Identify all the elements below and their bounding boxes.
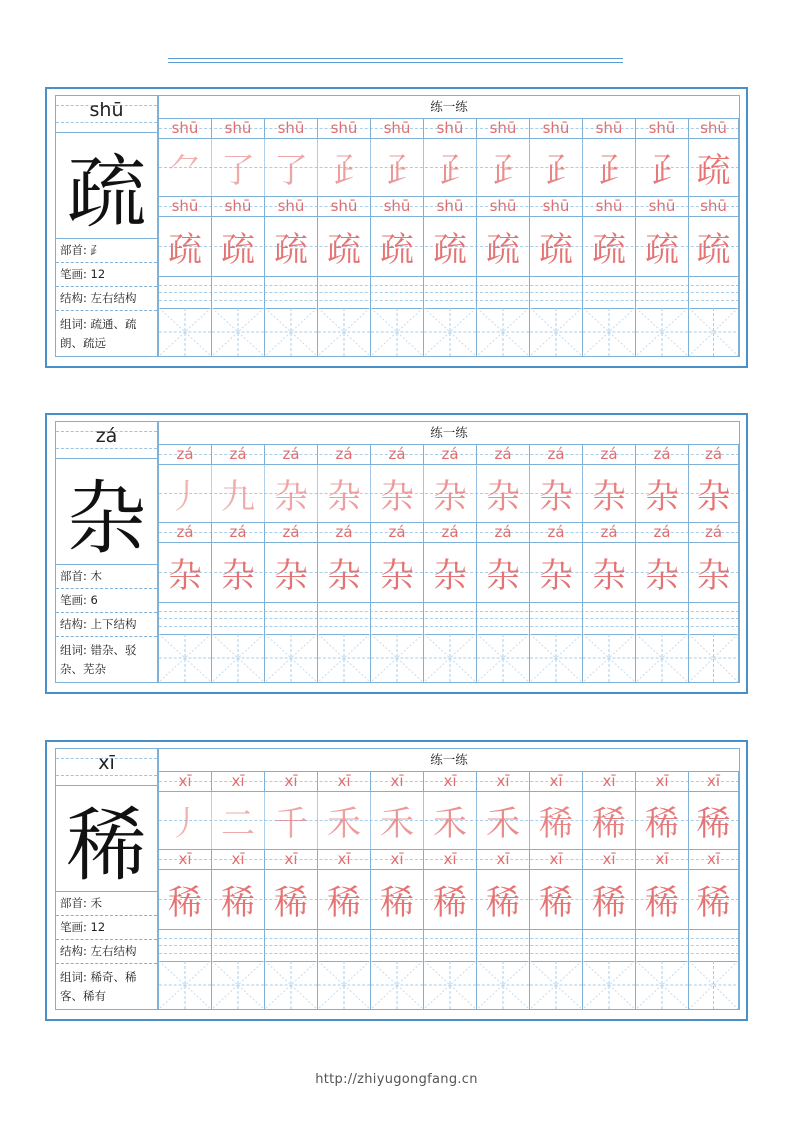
stroke-count-text: 笔画: 12	[56, 262, 157, 285]
trace-character-cell: 杂	[530, 542, 583, 602]
stroke-pinyin-cell: xī	[636, 771, 689, 791]
trace-character-cell: 疏	[371, 216, 424, 276]
stroke-order-cell: 禾	[318, 791, 371, 849]
character-info-panel	[55, 421, 158, 683]
trace-character-cell: 杂	[371, 542, 424, 602]
stroke-order-cell: 丿	[159, 791, 212, 849]
trace-pinyin-cell: zá	[477, 522, 530, 542]
stroke-order-cell: 杂	[583, 464, 636, 522]
writing-box[interactable]	[318, 634, 371, 682]
stroke-order-cell: ⺈	[159, 138, 212, 196]
main-character: 疏	[66, 145, 147, 239]
stroke-pinyin-cell: xī	[265, 771, 318, 791]
trace-pinyin-cell: shū	[212, 196, 265, 216]
stroke-order-cell: 杂	[636, 464, 689, 522]
trace-character-cell: 杂	[424, 542, 477, 602]
trace-pinyin-cell: zá	[636, 522, 689, 542]
writing-box[interactable]	[689, 634, 739, 682]
trace-character-cell: 疏	[265, 216, 318, 276]
writing-box[interactable]	[212, 308, 265, 356]
trace-pinyin-cell: shū	[477, 196, 530, 216]
trace-character-cell: 稀	[371, 869, 424, 929]
trace-pinyin-cell: zá	[583, 522, 636, 542]
trace-pinyin-cell: zá	[371, 522, 424, 542]
stroke-order-cell: 𤴔	[477, 138, 530, 196]
trace-character-cell: 杂	[583, 542, 636, 602]
blank-pinyin-cell[interactable]	[212, 276, 265, 308]
trace-character-cell: 稀	[689, 869, 739, 929]
trace-pinyin-cell: zá	[265, 522, 318, 542]
blank-pinyin-cell[interactable]	[159, 276, 212, 308]
blank-pinyin-cell[interactable]	[318, 276, 371, 308]
stroke-pinyin-cell: shū	[530, 118, 583, 138]
practice-header: 练一练	[159, 422, 739, 445]
writing-box[interactable]	[530, 634, 583, 682]
top-double-rule	[168, 58, 623, 63]
blank-pinyin-cell[interactable]	[689, 929, 739, 961]
stroke-order-cell: 禾	[424, 791, 477, 849]
trace-character-cell: 疏	[636, 216, 689, 276]
trace-pinyin-cell: shū	[371, 196, 424, 216]
stroke-order-cell: 疏	[689, 138, 739, 196]
writing-box[interactable]	[159, 961, 212, 1009]
trace-character-cell: 稀	[265, 869, 318, 929]
structure-text: 结构: 左右结构	[56, 939, 157, 962]
writing-box[interactable]	[212, 634, 265, 682]
word-examples	[56, 636, 157, 682]
stroke-pinyin-cell: zá	[583, 444, 636, 464]
trace-character-cell: 疏	[530, 216, 583, 276]
stroke-pinyin-cell: xī	[212, 771, 265, 791]
word-examples-line1: 组词: 疏通、疏	[60, 317, 137, 331]
blank-pinyin-cell[interactable]	[583, 276, 636, 308]
trace-character-cell: 稀	[424, 869, 477, 929]
stroke-pinyin-cell: zá	[636, 444, 689, 464]
writing-box[interactable]	[477, 308, 530, 356]
structure-text: 结构: 上下结构	[56, 612, 157, 635]
trace-pinyin-cell: zá	[212, 522, 265, 542]
trace-pinyin-cell: xī	[159, 849, 212, 869]
writing-box[interactable]	[477, 634, 530, 682]
word-examples	[56, 963, 157, 1009]
blank-pinyin-cell[interactable]	[530, 929, 583, 961]
writing-box[interactable]	[159, 634, 212, 682]
stroke-order-cell: 杂	[371, 464, 424, 522]
trace-pinyin-cell: shū	[159, 196, 212, 216]
stroke-order-cell: 稀	[689, 791, 739, 849]
trace-character-cell: 稀	[159, 869, 212, 929]
trace-pinyin-cell: shū	[530, 196, 583, 216]
stroke-pinyin-cell: shū	[371, 118, 424, 138]
trace-character-cell: 疏	[477, 216, 530, 276]
trace-pinyin-cell: zá	[424, 522, 477, 542]
structure-text: 结构: 左右结构	[56, 286, 157, 309]
writing-box[interactable]	[689, 308, 739, 356]
blank-pinyin-cell[interactable]	[477, 929, 530, 961]
blank-pinyin-cell[interactable]	[212, 602, 265, 634]
trace-pinyin-cell: xī	[477, 849, 530, 869]
word-examples-line2: 杂、芜杂	[60, 662, 106, 676]
writing-box[interactable]	[371, 961, 424, 1009]
word-examples-line2: 客、稀有	[60, 989, 106, 1003]
stroke-order-cell: 杂	[477, 464, 530, 522]
stroke-order-cell: 𤴔	[424, 138, 477, 196]
trace-character-cell: 疏	[583, 216, 636, 276]
trace-pinyin-cell: shū	[583, 196, 636, 216]
stroke-pinyin-cell: zá	[212, 444, 265, 464]
stroke-order-cell: 杂	[689, 464, 739, 522]
practice-grid	[158, 421, 740, 683]
stroke-order-cell: 丿	[159, 464, 212, 522]
stroke-pinyin-cell: shū	[636, 118, 689, 138]
writing-box[interactable]	[530, 308, 583, 356]
stroke-order-cell: 𤴔	[318, 138, 371, 196]
trace-character-cell: 疏	[159, 216, 212, 276]
blank-pinyin-cell[interactable]	[583, 602, 636, 634]
blank-pinyin-cell[interactable]	[636, 276, 689, 308]
stroke-order-cell: 杂	[318, 464, 371, 522]
character-pinyin: xī	[98, 752, 115, 774]
practice-header: 练一练	[159, 96, 739, 119]
writing-box[interactable]	[583, 634, 636, 682]
trace-character-cell: 疏	[689, 216, 739, 276]
writing-box[interactable]	[159, 308, 212, 356]
character-info-panel	[55, 95, 158, 357]
writing-box[interactable]	[477, 961, 530, 1009]
writing-box[interactable]	[265, 308, 318, 356]
stroke-order-cell: 杂	[424, 464, 477, 522]
word-examples	[56, 310, 157, 356]
stroke-order-cell: 九	[212, 464, 265, 522]
trace-character-cell: 疏	[424, 216, 477, 276]
trace-character-cell: 杂	[159, 542, 212, 602]
writing-box[interactable]	[583, 961, 636, 1009]
radical-text: 部首: 禾	[56, 891, 157, 914]
radical-text: 部首: 木	[56, 564, 157, 587]
character-card	[45, 740, 748, 1021]
stroke-count-text: 笔画: 12	[56, 915, 157, 938]
writing-box[interactable]	[636, 961, 689, 1009]
stroke-pinyin-cell: shū	[583, 118, 636, 138]
stroke-order-cell: 禾	[371, 791, 424, 849]
trace-pinyin-cell: zá	[689, 522, 739, 542]
blank-pinyin-cell[interactable]	[689, 276, 739, 308]
stroke-pinyin-cell: zá	[424, 444, 477, 464]
stroke-pinyin-cell: zá	[318, 444, 371, 464]
blank-pinyin-cell[interactable]	[530, 276, 583, 308]
stroke-pinyin-cell: zá	[477, 444, 530, 464]
trace-pinyin-cell: zá	[318, 522, 371, 542]
stroke-order-cell: 禾	[477, 791, 530, 849]
trace-pinyin-cell: xī	[530, 849, 583, 869]
radical-text: 部首: ⺪	[56, 238, 157, 261]
stroke-pinyin-cell: shū	[689, 118, 739, 138]
trace-pinyin-cell: xī	[212, 849, 265, 869]
writing-box[interactable]	[424, 634, 477, 682]
stroke-pinyin-cell: zá	[159, 444, 212, 464]
blank-pinyin-cell[interactable]	[159, 929, 212, 961]
trace-pinyin-cell: xī	[636, 849, 689, 869]
character-pinyin: shū	[89, 99, 124, 121]
trace-character-cell: 杂	[318, 542, 371, 602]
trace-character-cell: 稀	[583, 869, 636, 929]
trace-character-cell: 稀	[212, 869, 265, 929]
blank-pinyin-cell[interactable]	[689, 602, 739, 634]
word-examples-line2: 朗、疏远	[60, 336, 106, 350]
writing-box[interactable]	[371, 308, 424, 356]
stroke-order-cell: 稀	[530, 791, 583, 849]
trace-character-cell: 杂	[689, 542, 739, 602]
stroke-pinyin-cell: xī	[689, 771, 739, 791]
stroke-pinyin-cell: zá	[265, 444, 318, 464]
stroke-pinyin-cell: zá	[530, 444, 583, 464]
trace-pinyin-cell: shū	[636, 196, 689, 216]
character-card	[45, 413, 748, 694]
character-card	[45, 87, 748, 368]
blank-pinyin-cell[interactable]	[212, 929, 265, 961]
trace-pinyin-cell: xī	[689, 849, 739, 869]
stroke-order-cell: 杂	[530, 464, 583, 522]
blank-pinyin-cell[interactable]	[424, 276, 477, 308]
stroke-order-cell: 杂	[265, 464, 318, 522]
blank-pinyin-cell[interactable]	[371, 602, 424, 634]
blank-pinyin-cell[interactable]	[318, 929, 371, 961]
writing-box[interactable]	[265, 634, 318, 682]
character-pinyin: zá	[95, 425, 118, 447]
stroke-order-cell: 𤴔	[583, 138, 636, 196]
stroke-order-cell: 𤴔	[636, 138, 689, 196]
blank-pinyin-cell[interactable]	[265, 276, 318, 308]
blank-pinyin-cell[interactable]	[530, 602, 583, 634]
writing-box[interactable]	[318, 308, 371, 356]
stroke-order-cell: 𤴔	[530, 138, 583, 196]
footer-url: http://zhiyugongfang.cn	[315, 1072, 478, 1087]
writing-box[interactable]	[424, 308, 477, 356]
blank-pinyin-cell[interactable]	[371, 929, 424, 961]
blank-pinyin-cell[interactable]	[318, 602, 371, 634]
stroke-order-cell: 稀	[636, 791, 689, 849]
writing-box[interactable]	[636, 634, 689, 682]
stroke-order-cell: 了	[265, 138, 318, 196]
blank-pinyin-cell[interactable]	[636, 929, 689, 961]
trace-pinyin-cell: zá	[159, 522, 212, 542]
trace-pinyin-cell: xī	[265, 849, 318, 869]
trace-character-cell: 稀	[530, 869, 583, 929]
writing-box[interactable]	[689, 961, 739, 1009]
stroke-pinyin-cell: shū	[477, 118, 530, 138]
blank-pinyin-cell[interactable]	[636, 602, 689, 634]
stroke-pinyin-cell: shū	[159, 118, 212, 138]
writing-box[interactable]	[371, 634, 424, 682]
stroke-pinyin-cell: xī	[159, 771, 212, 791]
stroke-pinyin-cell: xī	[318, 771, 371, 791]
stroke-pinyin-cell: shū	[212, 118, 265, 138]
trace-pinyin-cell: zá	[530, 522, 583, 542]
stroke-pinyin-cell: xī	[424, 771, 477, 791]
trace-character-cell: 稀	[636, 869, 689, 929]
trace-pinyin-cell: xī	[371, 849, 424, 869]
blank-pinyin-cell[interactable]	[265, 929, 318, 961]
stroke-pinyin-cell: xī	[583, 771, 636, 791]
character-info-panel	[55, 748, 158, 1010]
trace-character-cell: 杂	[265, 542, 318, 602]
stroke-pinyin-cell: shū	[318, 118, 371, 138]
trace-pinyin-cell: shū	[318, 196, 371, 216]
stroke-pinyin-cell: xī	[530, 771, 583, 791]
stroke-pinyin-cell: xī	[371, 771, 424, 791]
writing-box[interactable]	[424, 961, 477, 1009]
word-examples-line1: 组词: 稀奇、稀	[60, 970, 137, 984]
stroke-order-cell: 了	[212, 138, 265, 196]
writing-box[interactable]	[212, 961, 265, 1009]
blank-pinyin-cell[interactable]	[371, 276, 424, 308]
stroke-order-cell: 千	[265, 791, 318, 849]
practice-grid	[158, 95, 740, 357]
blank-pinyin-cell[interactable]	[424, 929, 477, 961]
trace-pinyin-cell: shū	[689, 196, 739, 216]
stroke-pinyin-cell: zá	[371, 444, 424, 464]
main-character: 稀	[66, 798, 147, 892]
stroke-pinyin-cell: shū	[265, 118, 318, 138]
trace-character-cell: 杂	[636, 542, 689, 602]
stroke-pinyin-cell: zá	[689, 444, 739, 464]
writing-box[interactable]	[318, 961, 371, 1009]
trace-pinyin-cell: shū	[265, 196, 318, 216]
blank-pinyin-cell[interactable]	[159, 602, 212, 634]
stroke-order-cell: 二	[212, 791, 265, 849]
trace-character-cell: 稀	[318, 869, 371, 929]
writing-box[interactable]	[636, 308, 689, 356]
writing-box[interactable]	[530, 961, 583, 1009]
blank-pinyin-cell[interactable]	[265, 602, 318, 634]
blank-pinyin-cell[interactable]	[477, 602, 530, 634]
stroke-order-cell: 𤴔	[371, 138, 424, 196]
writing-box[interactable]	[583, 308, 636, 356]
blank-pinyin-cell[interactable]	[583, 929, 636, 961]
trace-character-cell: 杂	[477, 542, 530, 602]
practice-grid	[158, 748, 740, 1010]
trace-character-cell: 稀	[477, 869, 530, 929]
practice-header: 练一练	[159, 749, 739, 772]
blank-pinyin-cell[interactable]	[477, 276, 530, 308]
trace-pinyin-cell: xī	[318, 849, 371, 869]
main-character: 杂	[66, 471, 147, 565]
stroke-pinyin-cell: xī	[477, 771, 530, 791]
trace-character-cell: 疏	[318, 216, 371, 276]
trace-pinyin-cell: shū	[424, 196, 477, 216]
blank-pinyin-cell[interactable]	[424, 602, 477, 634]
trace-pinyin-cell: xī	[424, 849, 477, 869]
stroke-pinyin-cell: shū	[424, 118, 477, 138]
word-examples-line1: 组词: 错杂、驳	[60, 643, 137, 657]
trace-pinyin-cell: xī	[583, 849, 636, 869]
trace-character-cell: 杂	[212, 542, 265, 602]
stroke-count-text: 笔画: 6	[56, 588, 157, 611]
writing-box[interactable]	[265, 961, 318, 1009]
stroke-order-cell: 稀	[583, 791, 636, 849]
trace-character-cell: 疏	[212, 216, 265, 276]
